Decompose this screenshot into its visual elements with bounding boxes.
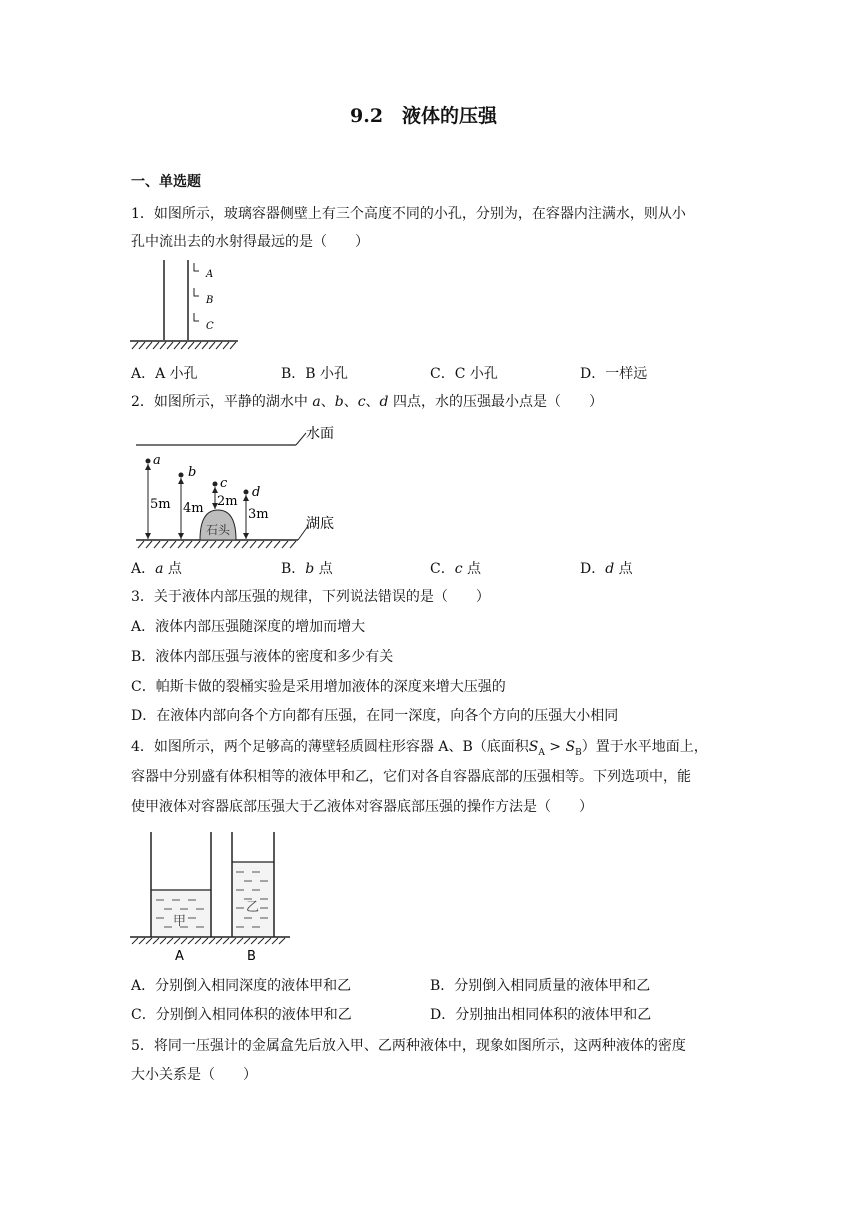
q3-option-a: A．液体内部压强随深度的增加而增大: [131, 619, 366, 635]
option-suffix: 点: [614, 561, 633, 577]
q2-stem-pre: 2．如图所示，平静的湖水中: [131, 394, 313, 410]
point-d-marker: [244, 490, 249, 495]
q2-var-a: a: [312, 394, 321, 410]
option-letter: A．: [131, 561, 156, 577]
point-d-label: d: [252, 485, 261, 500]
area-subscript-a: A: [538, 747, 545, 758]
depth-d-label: 3m: [248, 507, 269, 522]
liquid-jia-label: 甲: [173, 914, 187, 929]
point-a-marker: [146, 459, 151, 464]
q4-ground-hatch: [132, 938, 285, 944]
liquid-yi-label: 乙: [246, 900, 260, 915]
section-heading: 一、单选题: [131, 174, 201, 190]
q5-stem-line2: 大小关系是（ ）: [131, 1067, 257, 1083]
q4-option-a: A．分别倒入相同深度的液体甲和乙: [131, 978, 352, 994]
q2-stem-post: 四点，水的压强最小点是（ ）: [388, 394, 603, 410]
q4-line1-pre: 4．如图所示，两个足够高的薄壁轻质圆柱形容器 A、B（底面积: [131, 739, 529, 755]
q3-option-c: C．帕斯卡做的裂桶实验是采用增加液体的深度来增大压强的: [131, 679, 506, 695]
lake-bottom-hatch: [138, 541, 296, 548]
q2-lake-figure: [128, 418, 348, 552]
option-letter: C．: [430, 561, 455, 577]
hole-label-a: A: [206, 269, 214, 280]
option-suffix: 点: [163, 561, 182, 577]
area-symbol-a: S: [528, 739, 539, 755]
option-suffix: 点: [314, 561, 333, 577]
lake-bottom-label: 湖底: [306, 516, 334, 532]
q5-stem-line1: 5．将同一压强计的金属盒先后放入甲、乙两种液体中，现象如图所示，这两种液体的密度: [131, 1038, 686, 1054]
page-title: 9.2 液体的压强: [350, 105, 498, 127]
q1-stem-line1: 1．如图所示，玻璃容器侧壁上有三个高度不同的小孔，分别为，在容器内注满水，则从小: [131, 206, 686, 222]
point-b-label: b: [188, 465, 197, 480]
q3-stem: 3．关于液体内部压强的规律，下列说法错误的是（ ）: [131, 589, 490, 605]
area-symbol-b: S: [565, 739, 576, 755]
q4-stem-line2: 容器中分别盛有体积相等的液体甲和乙，它们对各自容器底部的压强相等。下列选项中，能: [131, 769, 691, 785]
q1-option-b: B．B 小孔: [281, 366, 349, 382]
q2-var-b: b: [334, 394, 344, 410]
point-c-marker: [213, 482, 218, 487]
area-subscript-b: B: [575, 747, 582, 758]
q4-containers-figure: [128, 828, 294, 964]
option-var: b: [305, 561, 315, 577]
depth-b-label: 4m: [183, 501, 204, 516]
q2-stem: 2．如图所示，平静的湖水中 a、b、c、d 四点，水的压强最小点是（ ）: [131, 394, 603, 410]
hole-label-c: C: [206, 321, 214, 332]
stone-label: 石头: [206, 523, 231, 537]
container-b-label: B: [247, 949, 256, 964]
option-suffix: 点: [462, 561, 482, 577]
option-var: a: [155, 561, 164, 577]
option-letter: D．: [580, 561, 606, 577]
hole-label-b: B: [206, 295, 214, 306]
container-a-label: A: [175, 949, 184, 964]
q4-stem-line1: [131, 737, 708, 763]
q3-option-d: D．在液体内部向各个方向都有压强，在同一深度，向各个方向的压强大小相同: [131, 708, 619, 724]
q1-container-figure: [128, 258, 240, 354]
q4-option-b: B．分别倒入相同质量的液体甲和乙: [430, 978, 651, 994]
q1-option-a: A．A 小孔: [131, 366, 198, 382]
option-var: c: [454, 561, 463, 577]
surface-leader: [296, 433, 306, 445]
q2-option-d: [580, 559, 633, 579]
q1-stem-line2: 孔中流出去的水射得最远的是（ ）: [131, 234, 369, 250]
q4-option-c: C．分别倒入相同体积的液体甲和乙: [131, 1007, 352, 1023]
greater-than-sign: >: [544, 739, 566, 755]
point-b-marker: [179, 473, 184, 478]
depth-a-label: 5m: [150, 497, 171, 512]
ground-hatch: [132, 342, 236, 349]
q2-option-b: [281, 559, 333, 579]
option-letter: B．: [281, 561, 306, 577]
hole-ticks: [194, 263, 199, 321]
point-a-label: a: [153, 453, 161, 468]
point-c-label: c: [220, 476, 228, 491]
q4-line1-post: ）置于水平地面上，: [581, 739, 708, 755]
q1-option-c: C．C 小孔: [430, 366, 498, 382]
q2-var-c: c: [357, 394, 366, 410]
depth-c-label: 2m: [217, 494, 238, 509]
q4-stem-line3: 使甲液体对容器底部压强大于乙液体对容器底部压强的操作方法是（ ）: [131, 799, 593, 815]
q2-option-c: [430, 559, 481, 579]
q2-var-d: d: [379, 394, 389, 410]
option-var: d: [605, 561, 615, 577]
q3-option-b: B．液体内部压强与液体的密度和多少有关: [131, 649, 394, 665]
q2-option-a: [131, 559, 182, 579]
water-surface-label: 水面: [306, 426, 334, 442]
q1-option-d: D．一样远: [580, 366, 648, 382]
q4-option-d: D．分别抽出相同体积的液体甲和乙: [430, 1007, 652, 1023]
